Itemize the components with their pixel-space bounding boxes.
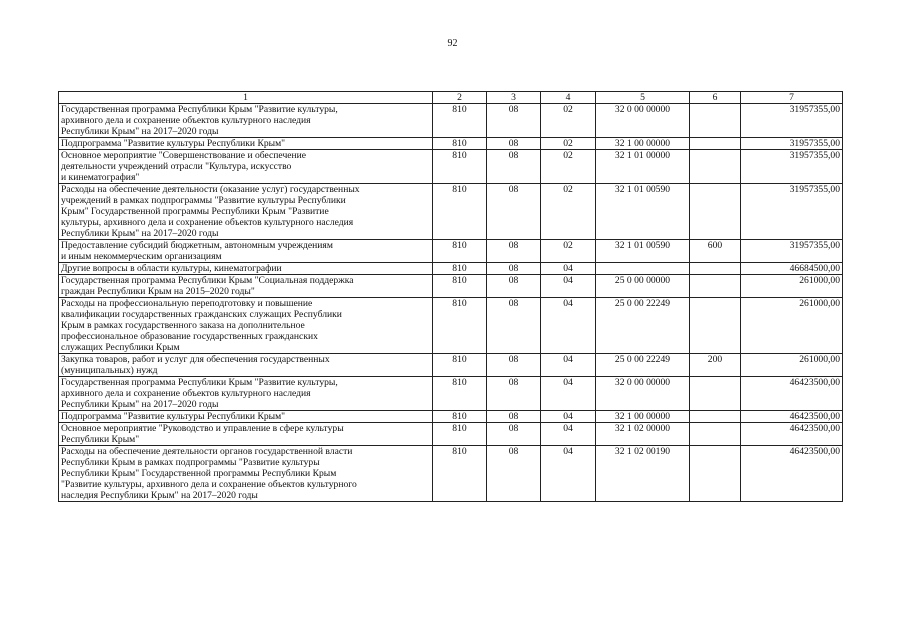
row-code-cell: 810	[433, 240, 487, 263]
row-code-cell: 810	[433, 184, 487, 240]
row-section-cell: 08	[487, 446, 541, 502]
row-code-cell: 810	[433, 275, 487, 298]
row-type-cell	[690, 423, 741, 446]
table-row	[59, 150, 843, 184]
row-amount-cell: 46423500,00	[741, 411, 843, 423]
row-name-cell: Основное мероприятие "Совершенствование и обеспечение деятельности учреждений отрасли "Культура, искусство и кинематография"	[59, 150, 433, 184]
row-target-cell: 32 1 02 00000	[596, 423, 690, 446]
header-cell-2: 2	[433, 92, 487, 104]
row-section-cell: 08	[487, 423, 541, 446]
row-section-cell: 08	[487, 184, 541, 240]
row-name-cell: Расходы на обеспечение деятельности (оказание услуг) государственных учреждений в рамках подпрограммы "Развитие культуры Республики Крым" Государственной программы Республики Крым "Развитие культуры, архивного дела и сохранение объектов культурного наследия Республики Крым" на 2017–2020 годы	[59, 184, 433, 240]
row-amount-cell: 31957355,00	[741, 104, 843, 138]
row-name-cell: Подпрограмма "Развитие культуры Республики Крым"	[59, 411, 433, 423]
row-section-cell: 08	[487, 104, 541, 138]
row-type-cell	[690, 275, 741, 298]
row-section-cell: 08	[487, 275, 541, 298]
header-row	[59, 92, 843, 104]
row-type-cell	[690, 150, 741, 184]
row-target-cell: 32 1 00 00000	[596, 138, 690, 150]
row-type-cell	[690, 377, 741, 411]
header-cell-5: 5	[596, 92, 690, 104]
row-section-cell: 08	[487, 150, 541, 184]
row-target-cell: 32 1 02 00190	[596, 446, 690, 502]
table-body	[59, 104, 843, 502]
row-subsection-cell: 02	[541, 150, 596, 184]
row-amount-cell: 31957355,00	[741, 150, 843, 184]
row-name-cell: Государственная программа Республики Крым "Социальная поддержка граждан Республики Крым на 2015–2020 годы"	[59, 275, 433, 298]
row-target-cell: 32 1 01 00590	[596, 184, 690, 240]
table-row	[59, 377, 843, 411]
row-name-cell: Государственная программа Республики Крым "Развитие культуры, архивного дела и сохранение объектов культурного наследия Республики Крым" на 2017–2020 годы	[59, 104, 433, 138]
row-amount-cell: 46423500,00	[741, 377, 843, 411]
row-code-cell: 810	[433, 377, 487, 411]
row-type-cell	[690, 263, 741, 275]
row-section-cell: 08	[487, 377, 541, 411]
row-name-cell: Другие вопросы в области культуры, кинематографии	[59, 263, 433, 275]
table-row	[59, 423, 843, 446]
row-amount-cell: 31957355,00	[741, 240, 843, 263]
table-row	[59, 240, 843, 263]
row-code-cell: 810	[433, 446, 487, 502]
row-section-cell: 08	[487, 354, 541, 377]
row-amount-cell: 46423500,00	[741, 446, 843, 502]
row-subsection-cell: 04	[541, 354, 596, 377]
row-type-cell	[690, 184, 741, 240]
row-type-cell	[690, 411, 741, 423]
table-row	[59, 104, 843, 138]
table-row	[59, 275, 843, 298]
row-target-cell: 25 0 00 22249	[596, 298, 690, 354]
header-cell-3: 3	[487, 92, 541, 104]
row-code-cell: 810	[433, 138, 487, 150]
header-cell-7: 7	[741, 92, 843, 104]
row-target-cell: 25 0 00 00000	[596, 275, 690, 298]
row-subsection-cell: 02	[541, 138, 596, 150]
row-section-cell: 08	[487, 411, 541, 423]
row-code-cell: 810	[433, 263, 487, 275]
row-amount-cell: 31957355,00	[741, 138, 843, 150]
row-name-cell: Расходы на профессиональную переподготовку и повышение квалификации государственных гражданских служащих Республики Крым в рамках государственного заказа на дополнительное профессиональное образование государственных гражданских служащих Республики Крым	[59, 298, 433, 354]
row-section-cell: 08	[487, 240, 541, 263]
page-number: 92	[447, 38, 458, 49]
row-code-cell: 810	[433, 298, 487, 354]
row-section-cell: 08	[487, 263, 541, 275]
row-name-cell: Государственная программа Республики Крым "Развитие культуры, архивного дела и сохранение объектов культурного наследия Республики Крым" на 2017–2020 годы	[59, 377, 433, 411]
table-row	[59, 446, 843, 502]
row-code-cell: 810	[433, 150, 487, 184]
row-name-cell: Предоставление субсидий бюджетным, автономным учреждениям и иным некоммерческим организациям	[59, 240, 433, 263]
row-amount-cell: 261000,00	[741, 275, 843, 298]
row-subsection-cell: 02	[541, 104, 596, 138]
header-cell-1: 1	[59, 92, 433, 104]
row-name-cell: Расходы на обеспечение деятельности органов государственной власти Республики Крым в рамках подпрограммы "Развитие культуры Республики Крым" Государственной программы Республики Крым "Развитие культуры, архивного дела и сохранение объектов культурного наследия Республики Крым" на 2017–2020 годы	[59, 446, 433, 502]
row-subsection-cell: 02	[541, 240, 596, 263]
row-section-cell: 08	[487, 138, 541, 150]
budget-table	[58, 91, 843, 502]
row-name-cell: Подпрограмма "Развитие культуры Республики Крым"	[59, 138, 433, 150]
row-target-cell: 32 0 00 00000	[596, 104, 690, 138]
table-row	[59, 184, 843, 240]
row-amount-cell: 261000,00	[741, 354, 843, 377]
row-amount-cell: 31957355,00	[741, 184, 843, 240]
row-target-cell	[596, 263, 690, 275]
row-amount-cell: 261000,00	[741, 298, 843, 354]
row-subsection-cell: 04	[541, 377, 596, 411]
row-type-cell	[690, 138, 741, 150]
table-row	[59, 354, 843, 377]
row-subsection-cell: 04	[541, 423, 596, 446]
table-row	[59, 298, 843, 354]
row-target-cell: 25 0 00 22249	[596, 354, 690, 377]
row-code-cell: 810	[433, 411, 487, 423]
row-subsection-cell: 04	[541, 446, 596, 502]
row-name-cell: Основное мероприятие "Руководство и управление в сфере культуры Республики Крым"	[59, 423, 433, 446]
row-type-cell	[690, 298, 741, 354]
row-type-cell	[690, 104, 741, 138]
row-subsection-cell: 04	[541, 263, 596, 275]
table-row	[59, 138, 843, 150]
row-amount-cell: 46423500,00	[741, 423, 843, 446]
row-subsection-cell: 04	[541, 275, 596, 298]
row-target-cell: 32 1 01 00000	[596, 150, 690, 184]
row-code-cell: 810	[433, 104, 487, 138]
table-row	[59, 263, 843, 275]
row-name-cell: Закупка товаров, работ и услуг для обеспечения государственных (муниципальных) нужд	[59, 354, 433, 377]
row-code-cell: 810	[433, 423, 487, 446]
row-subsection-cell: 02	[541, 184, 596, 240]
table-row	[59, 411, 843, 423]
row-type-cell: 200	[690, 354, 741, 377]
row-amount-cell: 46684500,00	[741, 263, 843, 275]
row-target-cell: 32 1 01 00590	[596, 240, 690, 263]
row-subsection-cell: 04	[541, 298, 596, 354]
row-subsection-cell: 04	[541, 411, 596, 423]
row-type-cell	[690, 446, 741, 502]
header-cell-6: 6	[690, 92, 741, 104]
row-section-cell: 08	[487, 298, 541, 354]
row-type-cell: 600	[690, 240, 741, 263]
row-target-cell: 32 1 00 00000	[596, 411, 690, 423]
header-cell-4: 4	[541, 92, 596, 104]
row-target-cell: 32 0 00 00000	[596, 377, 690, 411]
row-code-cell: 810	[433, 354, 487, 377]
